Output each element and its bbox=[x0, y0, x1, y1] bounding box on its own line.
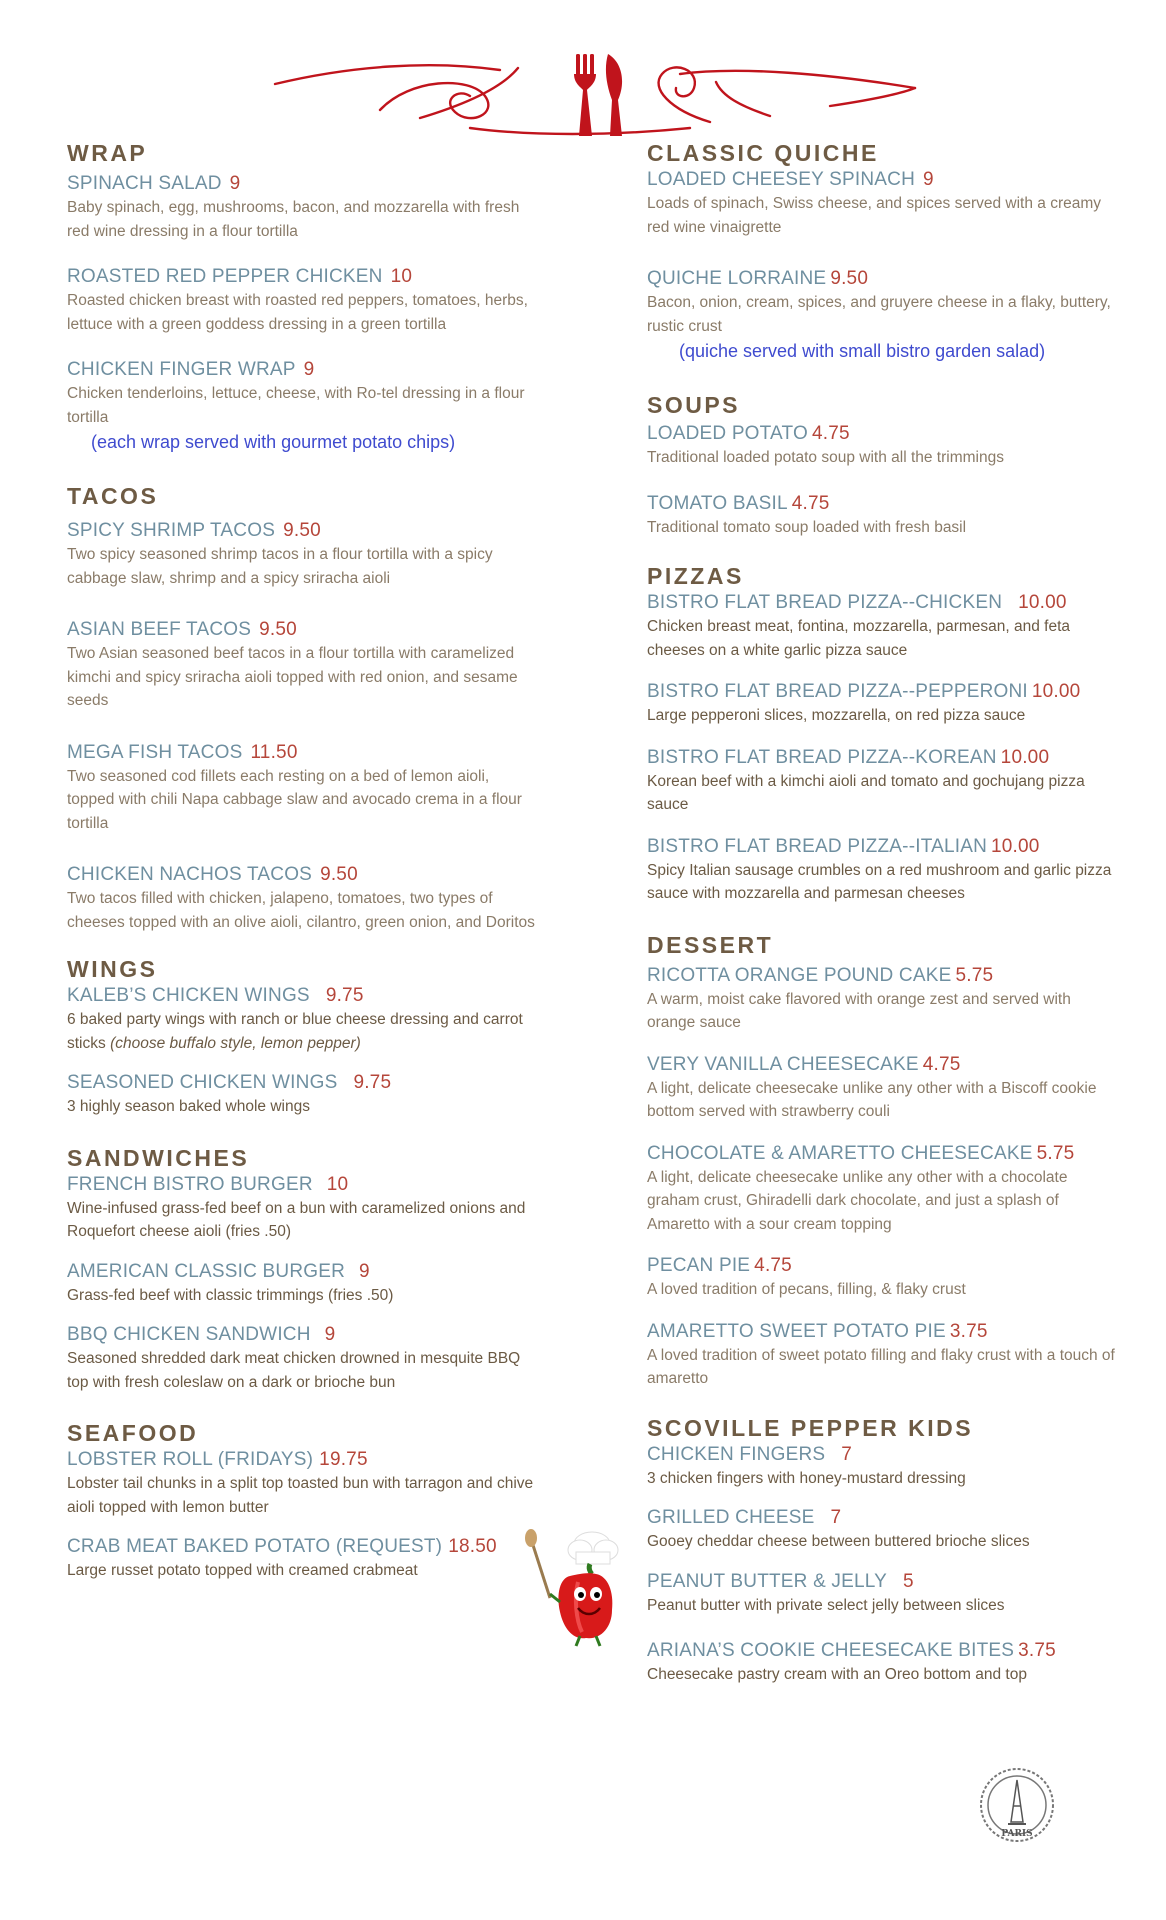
item-price: 11.50 bbox=[250, 741, 298, 763]
menu-item bbox=[67, 1448, 537, 1519]
paris-stamp-icon bbox=[978, 1766, 1056, 1844]
menu-item bbox=[67, 358, 537, 429]
stamp-text: PARIS bbox=[1001, 1829, 1033, 1839]
item-name: SPINACH SALAD bbox=[67, 173, 222, 194]
item-price: 7 bbox=[841, 1443, 853, 1465]
item-name: AMARETTO SWEET POTATO PIE bbox=[647, 1320, 946, 1342]
item-name: CRAB MEAT BAKED POTATO (REQUEST) bbox=[67, 1536, 443, 1557]
menu-item bbox=[67, 1323, 537, 1394]
item-description: 6 baked party wings with ranch or blue cheese dressing and carrot sticks bbox=[67, 1011, 523, 1052]
item-name: TOMATO BASIL bbox=[647, 492, 788, 514]
item-price: 19.75 bbox=[319, 1449, 368, 1470]
chef-pepper-icon bbox=[520, 1528, 632, 1648]
menu-item bbox=[647, 680, 1117, 728]
item-price: 9 bbox=[229, 173, 241, 194]
section-title-wings: WINGS bbox=[67, 956, 158, 982]
menu-item bbox=[647, 835, 1117, 906]
section-title-quiche: CLASSIC QUICHE bbox=[647, 140, 879, 166]
item-description: Grass-fed beef with classic trimmings (fries .50) bbox=[67, 1286, 394, 1304]
section-title-sandwiches: SANDWICHES bbox=[67, 1144, 250, 1171]
item-name: SEASONED CHICKEN WINGS bbox=[67, 1072, 338, 1093]
quiche-note: (quiche served with small bistro garden salad) bbox=[679, 341, 1046, 361]
item-description: A warm, moist cake flavored with orange zest and served with orange sauce bbox=[647, 990, 1071, 1031]
item-description: Large pepperoni slices, mozzarella, on red pizza sauce bbox=[647, 707, 1026, 724]
item-description: Baby spinach, egg, mushrooms, bacon, and mozzarella with fresh red wine dressing in a flour tortilla bbox=[67, 199, 520, 240]
item-price: 10 bbox=[326, 1173, 349, 1195]
item-name: LOBSTER ROLL (FRIDAYS) bbox=[67, 1449, 314, 1470]
item-name: SPICY SHRIMP TACOS bbox=[67, 520, 276, 541]
right-column bbox=[647, 138, 1117, 1687]
menu-item bbox=[647, 422, 1117, 470]
item-name: KALEB’S CHICKEN WINGS bbox=[67, 985, 310, 1006]
item-price: 9.50 bbox=[320, 864, 358, 885]
menu-item bbox=[647, 168, 1117, 239]
item-price: 5 bbox=[903, 1570, 914, 1592]
item-name: BBQ CHICKEN SANDWICH bbox=[67, 1324, 311, 1345]
menu-item bbox=[67, 1071, 537, 1119]
item-price: 10.00 bbox=[991, 835, 1040, 857]
item-description: Two seasoned cod fillets each resting on a bed of lemon aioli, topped with chili Napa cabbage slaw and avocado crema in a flour tortilla bbox=[67, 767, 522, 832]
item-price: 9.75 bbox=[353, 1072, 392, 1093]
menu-item bbox=[647, 1254, 1117, 1302]
item-name: QUICHE LORRAINE bbox=[647, 268, 827, 289]
menu-item bbox=[647, 1570, 1117, 1618]
item-price: 4.75 bbox=[754, 1255, 792, 1276]
item-name: CHOCOLATE & AMARETTO CHEESECAKE bbox=[647, 1142, 1033, 1164]
menu-item bbox=[67, 265, 537, 336]
fork-knife-flourish-icon bbox=[270, 48, 920, 138]
item-description: Loads of spinach, Swiss cheese, and spices served with a creamy red wine vinaigrette bbox=[647, 195, 1102, 236]
item-price: 4.75 bbox=[811, 423, 850, 444]
item-description: A loved tradition of pecans, filling, & flaky crust bbox=[647, 1281, 966, 1298]
menu-item bbox=[67, 984, 537, 1055]
item-description: Chicken tenderloins, lettuce, cheese, with Ro-tel dressing in a flour tortilla bbox=[67, 385, 525, 426]
menu-item bbox=[67, 172, 537, 243]
item-name: CHICKEN NACHOS TACOS bbox=[67, 864, 313, 885]
item-price: 9.75 bbox=[325, 985, 364, 1006]
menu-item bbox=[67, 618, 537, 713]
section-pizzas bbox=[647, 561, 1117, 906]
item-price: 9 bbox=[303, 359, 315, 380]
item-price: 5.75 bbox=[955, 964, 994, 986]
menu-item bbox=[67, 741, 537, 836]
item-name: AMERICAN CLASSIC BURGER bbox=[67, 1260, 346, 1282]
left-column bbox=[67, 138, 537, 1583]
menu-item bbox=[647, 746, 1117, 817]
item-description: Large russet potato topped with creamed crabmeat bbox=[67, 1562, 418, 1579]
item-price: 9.50 bbox=[259, 619, 297, 640]
item-name: GRILLED CHEESE bbox=[647, 1507, 815, 1528]
item-description: Two spicy seasoned shrimp tacos in a flour tortilla with a spicy cabbage slaw, shrimp and a spicy sriracha aioli bbox=[67, 546, 493, 587]
item-description: Gooey cheddar cheese between buttered brioche slices bbox=[647, 1533, 1030, 1550]
paris-stamp bbox=[978, 1766, 1056, 1844]
item-price: 9 bbox=[324, 1324, 336, 1345]
item-description: Korean beef with a kimchi aioli and tomato and gochujang pizza sauce bbox=[647, 772, 1085, 813]
item-name: FRENCH BISTRO BURGER bbox=[67, 1173, 313, 1195]
item-description: Traditional tomato soup loaded with fresh basil bbox=[647, 518, 967, 536]
item-price: 9 bbox=[923, 169, 934, 190]
menu-item bbox=[67, 1173, 537, 1244]
item-name: BISTRO FLAT BREAD PIZZA--CHICKEN bbox=[647, 592, 1003, 613]
section-wings bbox=[67, 954, 537, 1119]
item-description: Roasted chicken breast with roasted red peppers, tomatoes, herbs, lettuce with a green goddess dressing in a green tortilla bbox=[67, 292, 528, 333]
item-price: 5.75 bbox=[1036, 1142, 1075, 1164]
item-price: 9 bbox=[359, 1260, 370, 1282]
section-title-tacos: TACOS bbox=[67, 483, 159, 509]
item-name: VERY VANILLA CHEESECAKE bbox=[647, 1053, 919, 1075]
item-price: 3.75 bbox=[1018, 1640, 1056, 1661]
item-name: ARIANA’S COOKIE CHEESECAKE BITES bbox=[647, 1640, 1015, 1661]
item-description: Bacon, onion, cream, spices, and gruyere cheese in a flaky, buttery, rustic crust bbox=[647, 294, 1111, 335]
section-soups bbox=[647, 390, 1117, 539]
menu-item bbox=[67, 1260, 537, 1308]
item-name: CHICKEN FINGERS bbox=[647, 1443, 826, 1465]
item-price: 9.50 bbox=[830, 268, 869, 289]
item-description: Seasoned shredded dark meat chicken drowned in mesquite BBQ top with fresh coleslaw on a dark or brioche bun bbox=[67, 1350, 521, 1391]
item-description: Spicy Italian sausage crumbles on a red mushroom and garlic pizza sauce with mozzarella and parmesan cheeses bbox=[647, 861, 1112, 902]
item-name: RICOTTA ORANGE POUND CAKE bbox=[647, 964, 952, 986]
item-price: 10.00 bbox=[1000, 746, 1050, 768]
item-description-options: (choose buffalo style, lemon pepper) bbox=[110, 1034, 361, 1052]
item-price: 4.75 bbox=[922, 1053, 961, 1075]
menu-item bbox=[647, 492, 1117, 540]
menu-item bbox=[67, 1535, 537, 1583]
item-description: Two Asian seasoned beef tacos in a flour tortilla with caramelized kimchi and spicy sriracha aioli topped with red onion, and sesame seeds bbox=[67, 645, 518, 709]
section-wrap bbox=[67, 138, 537, 455]
item-name: ASIAN BEEF TACOS bbox=[67, 619, 252, 640]
item-description: A light, delicate cheesecake unlike any other with a Biscoff cookie bottom served with strawberry couli bbox=[647, 1079, 1097, 1120]
item-price: 10.00 bbox=[1018, 592, 1067, 613]
section-sandwiches bbox=[67, 1143, 537, 1395]
section-title-kids: SCOVILLE PEPPER KIDS bbox=[647, 1414, 974, 1441]
menu-item bbox=[67, 863, 537, 934]
menu-item bbox=[647, 1142, 1117, 1237]
item-price: 10 bbox=[390, 266, 413, 287]
item-description: Lobster tail chunks in a split top toasted bun with tarragon and chive aioli topped with lemon butter bbox=[67, 1475, 534, 1516]
menu-item bbox=[647, 591, 1117, 662]
item-description: 3 highly season baked whole wings bbox=[67, 1098, 310, 1115]
item-name: BISTRO FLAT BREAD PIZZA--KOREAN bbox=[647, 746, 997, 768]
item-price: 18.50 bbox=[448, 1536, 497, 1557]
item-price: 7 bbox=[830, 1507, 842, 1528]
menu-item bbox=[647, 1443, 1117, 1491]
menu-item bbox=[647, 1053, 1117, 1124]
section-title-pizzas: PIZZAS bbox=[647, 563, 744, 589]
item-description: 3 chicken fingers with honey-mustard dressing bbox=[647, 1469, 966, 1487]
item-name: MEGA FISH TACOS bbox=[67, 741, 243, 763]
item-name: PECAN PIE bbox=[647, 1255, 751, 1276]
section-kids bbox=[647, 1413, 1117, 1687]
item-description: A loved tradition of sweet potato filling and flaky crust with a touch of amaretto bbox=[647, 1346, 1115, 1387]
wrap-note: (each wrap served with gourmet potato chips) bbox=[91, 432, 456, 452]
menu-item bbox=[647, 1506, 1117, 1554]
item-name: BISTRO FLAT BREAD PIZZA--PEPPERONI bbox=[647, 681, 1028, 702]
section-tacos bbox=[67, 481, 537, 934]
item-price: 9.50 bbox=[283, 520, 321, 541]
item-name: BISTRO FLAT BREAD PIZZA--ITALIAN bbox=[647, 835, 988, 857]
item-price: 3.75 bbox=[949, 1320, 988, 1342]
item-description: Cheesecake pastry cream with an Oreo bottom and top bbox=[647, 1666, 1027, 1683]
menu-item bbox=[647, 964, 1117, 1035]
item-name: ROASTED RED PEPPER CHICKEN bbox=[67, 266, 383, 287]
item-name: LOADED CHEESEY SPINACH bbox=[647, 169, 916, 190]
section-quiche bbox=[647, 138, 1117, 364]
item-description: Peanut butter with private select jelly between slices bbox=[647, 1596, 1005, 1614]
section-dessert bbox=[647, 930, 1117, 1391]
item-description: Traditional loaded potato soup with all the trimmings bbox=[647, 449, 1004, 466]
item-price: 4.75 bbox=[791, 492, 830, 514]
menu-item bbox=[647, 1320, 1117, 1391]
section-title-soups: SOUPS bbox=[647, 392, 741, 418]
item-description: A light, delicate cheesecake unlike any other with a chocolate graham crust, Ghiradelli dark chocolate, and just a splash of Amaretto with a sour cream topping bbox=[647, 1168, 1068, 1233]
item-name: CHICKEN FINGER WRAP bbox=[67, 359, 296, 380]
menu-item bbox=[647, 1639, 1117, 1687]
section-seafood bbox=[67, 1418, 537, 1583]
section-title-wrap: WRAP bbox=[67, 140, 148, 166]
item-description: Chicken breast meat, fontina, mozzarella, parmesan, and feta cheeses on a white garlic pizza sauce bbox=[647, 618, 1071, 659]
menu-item bbox=[67, 519, 537, 590]
item-description: Two tacos filled with chicken, jalapeno, tomatoes, two types of cheeses topped with an olive aioli, cilantro, green onion, and Doritos bbox=[67, 890, 535, 931]
menu-item bbox=[647, 267, 1117, 338]
item-name: PEANUT BUTTER & JELLY bbox=[647, 1570, 888, 1592]
section-title-seafood: SEAFOOD bbox=[67, 1420, 199, 1446]
item-name: LOADED POTATO bbox=[647, 423, 808, 444]
item-price: 10.00 bbox=[1031, 681, 1081, 702]
section-title-dessert: DESSERT bbox=[647, 931, 774, 958]
item-description: Wine-infused grass-fed beef on a bun with caramelized onions and Roquefort cheese aioli (fries .50) bbox=[67, 1199, 526, 1240]
